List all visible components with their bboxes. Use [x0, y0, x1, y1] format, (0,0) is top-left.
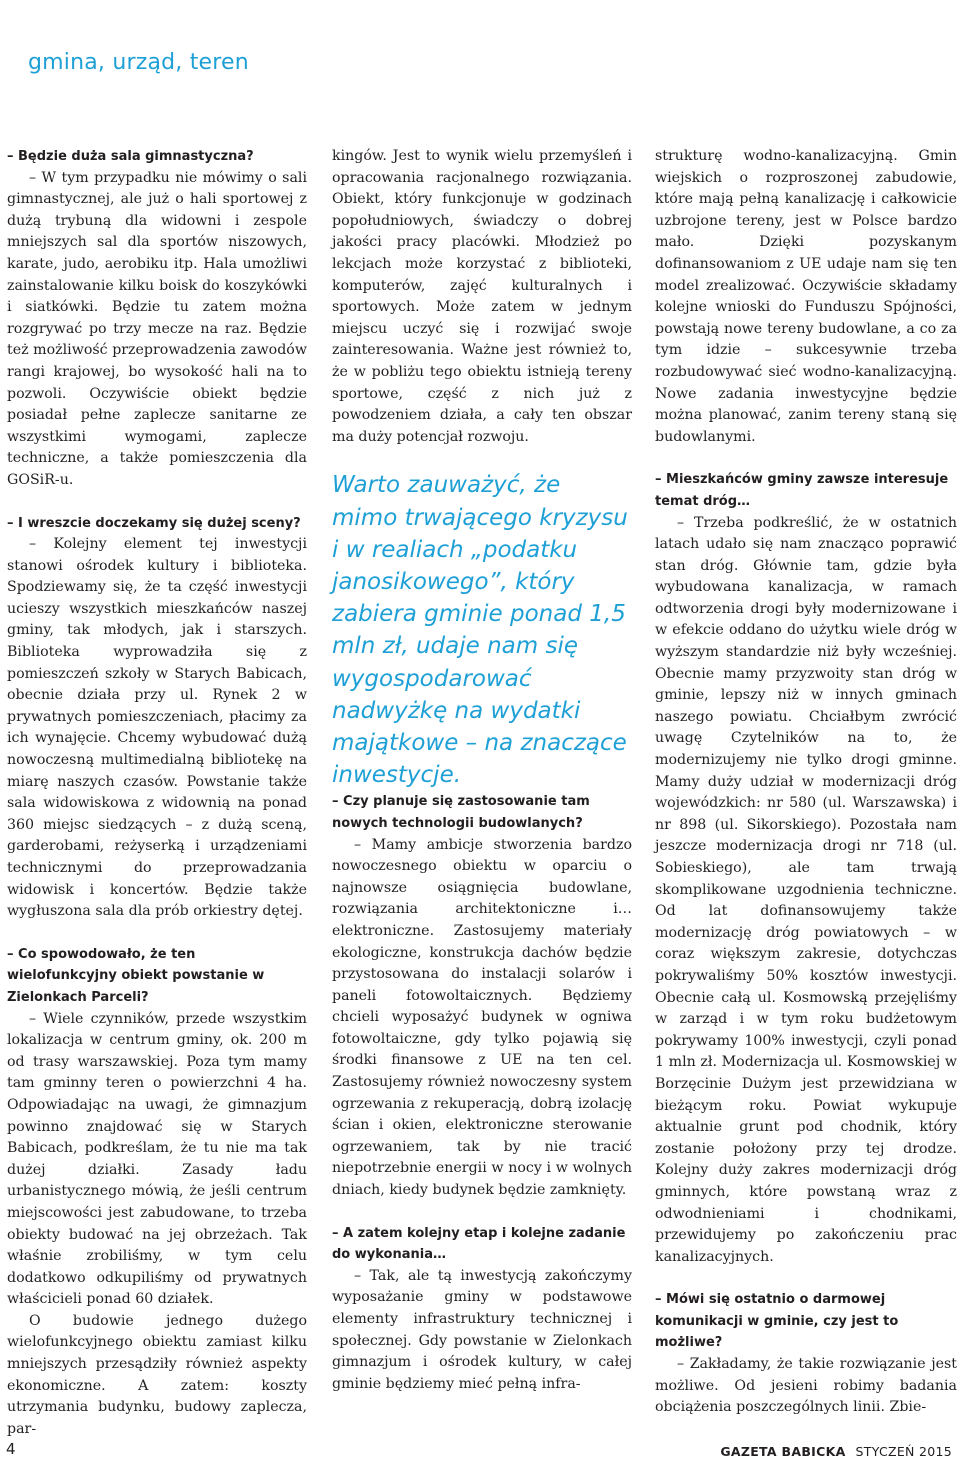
- article-column-2: [332, 146, 632, 1395]
- footer-publication: [720, 1444, 952, 1459]
- interview-question: – Czy planuje się zastosowanie tam nowych technologii budowlanych?: [332, 794, 590, 831]
- article-column-3: [655, 146, 957, 1419]
- interview-question: – I wreszcie doczekamy się dużej sceny?: [7, 515, 301, 531]
- issue-date: STYCZEŃ 2015: [855, 1444, 952, 1459]
- paragraph-gap: [332, 448, 632, 469]
- answer-paragraph: – Zakładamy, że takie rozwiązanie jest możliwe. Od jesieni robimy badania obciążenia poszczególnych linii. Zbie-: [655, 1356, 957, 1416]
- answer-paragraph: O budowie jednego dużego wielofunkcyjnego obiektu zamiast kilku mniejszych przesądziły również aspekty ekonomiczne. A zatem: koszty utrzymania budynku, budowy zaplecza, par-: [7, 1312, 307, 1437]
- paragraph-gap: [7, 923, 307, 944]
- paragraph-gap: [655, 448, 957, 469]
- interview-question: – Będzie duża sala gimnastyczna?: [7, 149, 254, 164]
- answer-paragraph: – Tak, ale tą inwestycją zakończymy wyposażanie gminy w podstawowe elementy infrastruktury technicznej i społecznej. Gdy powstanie w Zielonkach gimnazjum i ośrodek kultury, w całej gminie będziemy mieć pełną infra-: [332, 1267, 632, 1392]
- answer-paragraph: – Trzeba podkreślić, że w ostatnich latach udało się nam znacząco poprawić stan dróg. Głównie tam, gdzie była wybudowana kanalizacja, w ramach odtworzenia drogi były modernizowane i w efekcie oddano do użytku wiele dróg w wyższym standardzie niż były wcześniej. Obecnie mamy przyzwoity stan dróg w gminie, lepszy niż w innych gminach naszego powiatu. Chciałbym zwrócić uwagę Czytelników na to, że modernizujemy nie tylko drogi gminne. Mamy duży udział w modernizacji dróg wojewódzkich: nr 580 (ul. Warszawska) i nr 898 (ul. Sikorskiego). Pozostała nam jeszcze modernizacja drogi nr 718 (ul. Sobieskiego), ale tam trwają skomplikowane uzgodnienia techniczne. Od lat dofinansowujemy także modernizację dróg powiatowych – w coraz większym zakresie, dotychczas pokrywaliśmy 50% kosztów inwestycji. Obecnie całą ul. Kosmowską przejęliśmy w zarząd i w tym roku budżetowym pokrywamy 100% inwestycji, czyli ponad 1 mln zł. Modernizacja ul. Kosmowskiej w Borzęcinie Dużym jest przewidziana w bieżącym roku. Powiat wykupuje aktualnie grunt pod chodnik, który zostanie położony przy tej drodze. Kolejny duży zakres modernizacji dróg gminnych, które powstaną wraz z odwodnieniami i chodnikami, przewidujemy po zakończeniu prac kanalizacyjnych.: [655, 514, 957, 1265]
- interview-question: – Co spowodowało, że ten wielofunkcyjny obiekt powstanie w Zielonkach Parceli?: [7, 946, 265, 1005]
- answer-paragraph: – Kolejny element tej inwestycji stanowi ośrodek kultury i biblioteka. Spodziewamy się, że ta część inwestycji ucieszy wszystkich mieszkańców naszej gminy, tak młodych, jak i starszych. Biblioteka wyprowadziła się z pomieszczeń szkoły w Starych Babicach, obecnie działa przy ul. Rynek 2 w prywatnych pomieszczeniach, płacimy za ich wynajęcie. Chcemy wybudować dużą nowoczesną multimedialną bibliotekę na miarę naszych czasów. Powstanie także sala widowiskowa z widownią na ponad 360 miejsc siedzących – z dużą sceną, garderobami, reżyserką i urządzeniami technicznymi do przeprowadzania widowisk i koncertów. Będzie także wygłuszona sala dla prób orkiestry dętej.: [7, 536, 307, 920]
- answer-paragraph: – W tym przypadku nie mówimy o sali gimnastycznej, ale już o hali sportowej z dużą trybuną dla widowni i zespole mniejszych sal dla sportów niszowych, karate, judo, aerobiku itp. Hala umożliwi zainstalowanie kilku boisk do koszykówki i siatkówki. Będzie tu zatem można rozgrywać po trzy mecze na raz. Będzie też możliwość przeprowadzenia zawodów rangi krajowej, bo wysokość hali na to pozwoli. Oczywiście obiekt będzie posiadał pełne zaplecze sanitarne ze wszystkimi wymogami, zaplecze techniczne, a także pomieszczenia dla GOSiR-u.: [7, 169, 307, 488]
- continued-paragraph: kingów. Jest to wynik wielu przemyśleń i opracowania racjonalnego rozwiązania. Obiekt, który funkcjonuje w godzinach popołudniowych, świadczy o dobrej jakości pracy placówki. Młodzież po lekcjach może korzystać z biblioteki, komputerów, zajęć kulturalnych i sportowych. Może zatem w jednym miejscu uczyć się i rozwijać swoje zainteresowania. Ważne jest również to, że w pobliżu tego obiektu istnieją tereny sportowe, część z nich już z powodzeniem działa, a cały ten obszar ma duży potencjał rozwoju.: [332, 148, 632, 445]
- interview-question: – A zatem kolejny etap i kolejne zadanie do wykonania…: [332, 1225, 626, 1263]
- interview-question: – Mówi się ostatnio o darmowej komunikacji w gminie, czy jest to możliwe?: [655, 1292, 899, 1351]
- paragraph-gap: [332, 1202, 632, 1223]
- publication-name: GAZETA BABICKA: [720, 1444, 846, 1459]
- paragraph-gap: [7, 492, 307, 513]
- paragraph-gap: [655, 1268, 957, 1289]
- answer-paragraph: – Mamy ambicje stworzenia bardzo nowoczesnego obiektu w oparciu o najnowsze osiągnięcia budowlane, rozwiązania architektoniczne i… elektroniczne. Zastosujemy materiały ekologiczne, konstrukcja dachów będzie przystosowana do instalacji solarów i paneli fotowoltaicznych. Będziemy chcieli wyposażyć budynek w ogniwa fotowoltaiczne, gdy tylko pojawią się środki finansowe z UE na ten cel. Zastosujemy również nowoczesny system ogrzewania z rekuperacją, dobrą izolację ścian i okien, elektroniczne sterowanie ogrzewaniem, tak by nie tracić niepotrzebnie energii w nocy i w wolnych dniach, kiedy budynek będzie zamknięty.: [332, 836, 632, 1199]
- answer-paragraph: – Wiele czynników, przede wszystkim lokalizacja w centrum gminy, ok. 200 m od trasy warszawskiej. Poza tym mamy tam gminny teren o powierzchni 4 ha. Odpowiadając na uwagi, że gimnazjum powinno znajdować się w Starych Babicach, podkreślam, że tu nie ma tak dużej działki. Zasady ładu urbanistycznego mówią, że jeśli centrum miejscowości jest zabudowane, to trzeba obiekty budować na jej obrzeżach. Tak właśnie zrobiliśmy, w tym celu dodatkowo odkupiliśmy od prywatnych właścicieli ponad 60 działek.: [7, 1010, 307, 1308]
- continued-paragraph: strukturę wodno-kanalizacyjną. Gmin wiejskich o rozproszonej zabudowie, które mają pełną kanalizację i całkowicie uzbrojone tereny, jest w Polsce bardzo mało. Dzięki pozyskanym dofinansowaniom z UE udaje nam się ten model zrealizować. Oczywiście składamy kolejne wnioski do Funduszu Spójności, powstają nowe tereny budowlane, a co za tym idzie – sukcesywnie trzeba rozbudowywać sieć wodno-kanalizacyjną. Nowe zadania inwestycyjne będzie można planować, zanim tereny staną się budowlanymi.: [655, 148, 957, 445]
- interview-question: – Mieszkańców gminy zawsze interesuje temat dróg…: [655, 472, 949, 509]
- page-number: 4: [6, 1440, 16, 1458]
- section-title: gmina, urząd, teren: [28, 50, 249, 75]
- page-header: [0, 0, 960, 120]
- pull-quote: Warto zauważyć, że mimo trwającego kryzysu i w realiach „podatku janosikowego”, który zabiera gminie ponad 1,5 mln zł, udaje nam się wygospodarować nadwyżkę na wydatki majątkowe – na znaczące inwestycje.: [332, 472, 628, 789]
- article-column-1: [7, 146, 307, 1440]
